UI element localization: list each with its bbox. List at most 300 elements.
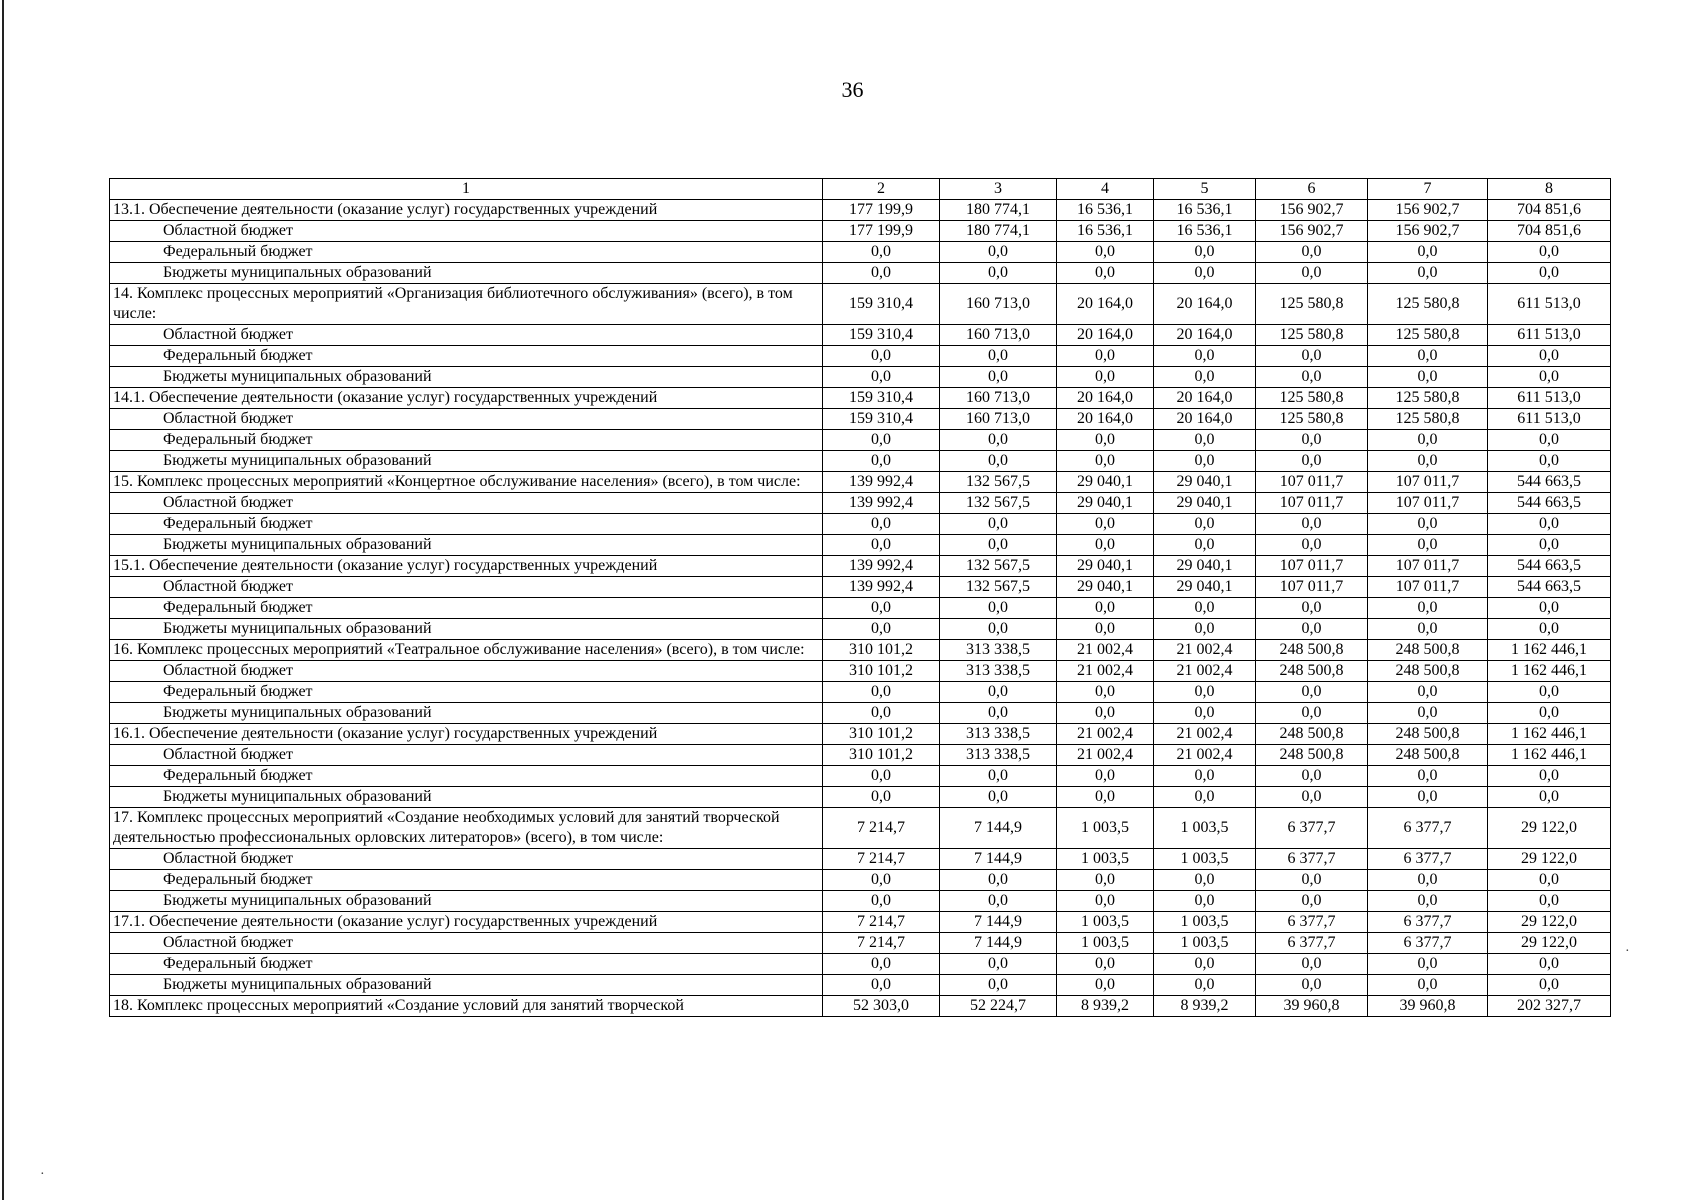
budget-source-label: Областной бюджет	[110, 745, 823, 766]
value-cell-col-6: 0,0	[1256, 430, 1368, 451]
value-cell-col-5: 20 164,0	[1154, 284, 1256, 325]
value-cell-col-6: 6 377,7	[1256, 849, 1368, 870]
value-cell-col-8: 1 162 446,1	[1488, 745, 1611, 766]
value-cell-col-5: 0,0	[1154, 451, 1256, 472]
value-cell-col-5: 1 003,5	[1154, 933, 1256, 954]
value-cell-col-3: 313 338,5	[940, 745, 1057, 766]
value-cell-col-2: 0,0	[823, 451, 940, 472]
value-cell-col-4: 0,0	[1057, 703, 1154, 724]
value-cell-col-6: 156 902,7	[1256, 200, 1368, 221]
value-cell-col-4: 0,0	[1057, 954, 1154, 975]
value-cell-col-6: 107 011,7	[1256, 577, 1368, 598]
header-row	[110, 179, 1611, 200]
column-header-6: 6	[1256, 179, 1368, 200]
value-cell-col-7: 0,0	[1368, 451, 1488, 472]
table-row	[110, 451, 1611, 472]
value-cell-col-3: 160 713,0	[940, 409, 1057, 430]
value-cell-col-3: 0,0	[940, 766, 1057, 787]
value-cell-col-7: 0,0	[1368, 263, 1488, 284]
value-cell-col-6: 6 377,7	[1256, 808, 1368, 849]
value-cell-col-2: 0,0	[823, 766, 940, 787]
column-header-2: 2	[823, 179, 940, 200]
value-cell-col-3: 132 567,5	[940, 577, 1057, 598]
value-cell-col-3: 180 774,1	[940, 200, 1057, 221]
value-cell-col-4: 29 040,1	[1057, 493, 1154, 514]
value-cell-col-7: 0,0	[1368, 346, 1488, 367]
value-cell-col-2: 0,0	[823, 682, 940, 703]
budget-source-label: Областной бюджет	[110, 409, 823, 430]
value-cell-col-2: 0,0	[823, 787, 940, 808]
table-row	[110, 724, 1611, 745]
value-cell-col-4: 21 002,4	[1057, 724, 1154, 745]
value-cell-col-5: 21 002,4	[1154, 661, 1256, 682]
value-cell-col-5: 0,0	[1154, 430, 1256, 451]
value-cell-col-3: 0,0	[940, 514, 1057, 535]
value-cell-col-5: 21 002,4	[1154, 745, 1256, 766]
budget-source-label: Федеральный бюджет	[110, 682, 823, 703]
value-cell-col-4: 29 040,1	[1057, 577, 1154, 598]
budget-source-label: Федеральный бюджет	[110, 954, 823, 975]
value-cell-col-8: 0,0	[1488, 514, 1611, 535]
value-cell-col-3: 0,0	[940, 975, 1057, 996]
value-cell-col-7: 0,0	[1368, 954, 1488, 975]
value-cell-col-8: 202 327,7	[1488, 996, 1611, 1017]
budget-source-label: Федеральный бюджет	[110, 242, 823, 263]
value-cell-col-2: 52 303,0	[823, 996, 940, 1017]
value-cell-col-6: 0,0	[1256, 787, 1368, 808]
value-cell-col-8: 0,0	[1488, 263, 1611, 284]
value-cell-col-5: 16 536,1	[1154, 200, 1256, 221]
budget-source-label: Областной бюджет	[110, 849, 823, 870]
value-cell-col-3: 0,0	[940, 682, 1057, 703]
value-cell-col-5: 0,0	[1154, 535, 1256, 556]
table-row	[110, 325, 1611, 346]
value-cell-col-5: 0,0	[1154, 975, 1256, 996]
table-row	[110, 661, 1611, 682]
value-cell-col-5: 0,0	[1154, 682, 1256, 703]
value-cell-col-6: 107 011,7	[1256, 556, 1368, 577]
value-cell-col-6: 107 011,7	[1256, 472, 1368, 493]
table-row	[110, 954, 1611, 975]
value-cell-col-4: 0,0	[1057, 430, 1154, 451]
value-cell-col-5: 21 002,4	[1154, 724, 1256, 745]
value-cell-col-8: 611 513,0	[1488, 284, 1611, 325]
value-cell-col-2: 310 101,2	[823, 745, 940, 766]
value-cell-col-5: 20 164,0	[1154, 325, 1256, 346]
budget-source-label: Бюджеты муниципальных образований	[110, 891, 823, 912]
row-label: 16. Комплекс процессных мероприятий «Театральное обслуживание населения» (всего), в том числе:	[110, 640, 823, 661]
value-cell-col-7: 107 011,7	[1368, 493, 1488, 514]
value-cell-col-7: 6 377,7	[1368, 849, 1488, 870]
value-cell-col-6: 39 960,8	[1256, 996, 1368, 1017]
table-row	[110, 619, 1611, 640]
value-cell-col-2: 7 214,7	[823, 808, 940, 849]
value-cell-col-6: 248 500,8	[1256, 745, 1368, 766]
value-cell-col-6: 0,0	[1256, 598, 1368, 619]
value-cell-col-7: 156 902,7	[1368, 221, 1488, 242]
value-cell-col-5: 0,0	[1154, 263, 1256, 284]
column-header-7: 7	[1368, 179, 1488, 200]
column-header-5: 5	[1154, 179, 1256, 200]
value-cell-col-6: 0,0	[1256, 703, 1368, 724]
value-cell-col-3: 0,0	[940, 430, 1057, 451]
value-cell-col-7: 125 580,8	[1368, 409, 1488, 430]
value-cell-col-4: 16 536,1	[1057, 221, 1154, 242]
value-cell-col-7: 107 011,7	[1368, 556, 1488, 577]
budget-source-label: Бюджеты муниципальных образований	[110, 619, 823, 640]
value-cell-col-3: 132 567,5	[940, 493, 1057, 514]
value-cell-col-5: 16 536,1	[1154, 221, 1256, 242]
value-cell-col-7: 107 011,7	[1368, 472, 1488, 493]
value-cell-col-2: 0,0	[823, 535, 940, 556]
value-cell-col-2: 0,0	[823, 619, 940, 640]
value-cell-col-8: 0,0	[1488, 242, 1611, 263]
row-label: 14. Комплекс процессных мероприятий «Организация библиотечного обслуживания» (всего), в том числе:	[110, 284, 823, 325]
value-cell-col-8: 29 122,0	[1488, 912, 1611, 933]
table-row	[110, 682, 1611, 703]
row-label: 13.1. Обеспечение деятельности (оказание услуг) государственных учреждений	[110, 200, 823, 221]
value-cell-col-4: 0,0	[1057, 535, 1154, 556]
table-row	[110, 535, 1611, 556]
value-cell-col-2: 0,0	[823, 703, 940, 724]
budget-source-label: Областной бюджет	[110, 661, 823, 682]
budget-source-label: Федеральный бюджет	[110, 514, 823, 535]
value-cell-col-7: 0,0	[1368, 619, 1488, 640]
value-cell-col-6: 0,0	[1256, 954, 1368, 975]
value-cell-col-2: 159 310,4	[823, 284, 940, 325]
value-cell-col-8: 0,0	[1488, 954, 1611, 975]
row-label: 17.1. Обеспечение деятельности (оказание услуг) государственных учреждений	[110, 912, 823, 933]
value-cell-col-3: 0,0	[940, 619, 1057, 640]
table-row	[110, 975, 1611, 996]
budget-source-label: Бюджеты муниципальных образований	[110, 451, 823, 472]
value-cell-col-5: 1 003,5	[1154, 849, 1256, 870]
table-row	[110, 346, 1611, 367]
value-cell-col-3: 0,0	[940, 451, 1057, 472]
value-cell-col-7: 248 500,8	[1368, 661, 1488, 682]
value-cell-col-8: 544 663,5	[1488, 577, 1611, 598]
table-row	[110, 430, 1611, 451]
value-cell-col-2: 0,0	[823, 954, 940, 975]
value-cell-col-6: 0,0	[1256, 242, 1368, 263]
value-cell-col-3: 0,0	[940, 891, 1057, 912]
value-cell-col-3: 7 144,9	[940, 808, 1057, 849]
table-row	[110, 221, 1611, 242]
column-header-4: 4	[1057, 179, 1154, 200]
value-cell-col-5: 8 939,2	[1154, 996, 1256, 1017]
value-cell-col-7: 0,0	[1368, 682, 1488, 703]
value-cell-col-6: 125 580,8	[1256, 284, 1368, 325]
value-cell-col-4: 0,0	[1057, 787, 1154, 808]
value-cell-col-3: 7 144,9	[940, 933, 1057, 954]
value-cell-col-4: 0,0	[1057, 870, 1154, 891]
value-cell-col-4: 0,0	[1057, 346, 1154, 367]
scan-dot: ·	[40, 1167, 45, 1182]
value-cell-col-3: 160 713,0	[940, 388, 1057, 409]
table-row	[110, 577, 1611, 598]
value-cell-col-6: 125 580,8	[1256, 388, 1368, 409]
value-cell-col-7: 0,0	[1368, 430, 1488, 451]
budget-source-label: Областной бюджет	[110, 325, 823, 346]
value-cell-col-2: 0,0	[823, 367, 940, 388]
value-cell-col-3: 132 567,5	[940, 472, 1057, 493]
value-cell-col-6: 0,0	[1256, 451, 1368, 472]
value-cell-col-7: 39 960,8	[1368, 996, 1488, 1017]
value-cell-col-4: 0,0	[1057, 514, 1154, 535]
value-cell-col-2: 0,0	[823, 891, 940, 912]
value-cell-col-3: 180 774,1	[940, 221, 1057, 242]
value-cell-col-8: 0,0	[1488, 598, 1611, 619]
budget-source-label: Федеральный бюджет	[110, 870, 823, 891]
value-cell-col-6: 248 500,8	[1256, 724, 1368, 745]
value-cell-col-2: 159 310,4	[823, 409, 940, 430]
table-row	[110, 745, 1611, 766]
value-cell-col-2: 0,0	[823, 975, 940, 996]
value-cell-col-6: 0,0	[1256, 891, 1368, 912]
value-cell-col-8: 1 162 446,1	[1488, 640, 1611, 661]
value-cell-col-6: 0,0	[1256, 766, 1368, 787]
row-label: 17. Комплекс процессных мероприятий «Создание необходимых условий для занятий творческой деятельностью профессиональных орловских литераторов» (всего), в том числе:	[110, 808, 823, 849]
budget-source-label: Федеральный бюджет	[110, 430, 823, 451]
value-cell-col-4: 0,0	[1057, 619, 1154, 640]
value-cell-col-3: 0,0	[940, 535, 1057, 556]
value-cell-col-6: 0,0	[1256, 975, 1368, 996]
value-cell-col-8: 0,0	[1488, 682, 1611, 703]
value-cell-col-4: 21 002,4	[1057, 661, 1154, 682]
value-cell-col-7: 156 902,7	[1368, 200, 1488, 221]
value-cell-col-3: 0,0	[940, 954, 1057, 975]
value-cell-col-2: 310 101,2	[823, 724, 940, 745]
budget-source-label: Бюджеты муниципальных образований	[110, 367, 823, 388]
value-cell-col-4: 0,0	[1057, 682, 1154, 703]
value-cell-col-7: 6 377,7	[1368, 912, 1488, 933]
value-cell-col-8: 0,0	[1488, 975, 1611, 996]
column-header-3: 3	[940, 179, 1057, 200]
value-cell-col-8: 544 663,5	[1488, 493, 1611, 514]
value-cell-col-8: 704 851,6	[1488, 221, 1611, 242]
value-cell-col-8: 0,0	[1488, 346, 1611, 367]
value-cell-col-7: 0,0	[1368, 242, 1488, 263]
value-cell-col-7: 125 580,8	[1368, 388, 1488, 409]
value-cell-col-2: 0,0	[823, 346, 940, 367]
value-cell-col-7: 0,0	[1368, 367, 1488, 388]
value-cell-col-6: 6 377,7	[1256, 933, 1368, 954]
row-label: 16.1. Обеспечение деятельности (оказание услуг) государственных учреждений	[110, 724, 823, 745]
row-label: 15.1. Обеспечение деятельности (оказание услуг) государственных учреждений	[110, 556, 823, 577]
value-cell-col-5: 0,0	[1154, 346, 1256, 367]
value-cell-col-4: 0,0	[1057, 891, 1154, 912]
table-row	[110, 284, 1611, 325]
value-cell-col-3: 0,0	[940, 367, 1057, 388]
table-row	[110, 996, 1611, 1017]
value-cell-col-2: 7 214,7	[823, 933, 940, 954]
budget-source-label: Областной бюджет	[110, 577, 823, 598]
value-cell-col-4: 0,0	[1057, 766, 1154, 787]
value-cell-col-2: 177 199,9	[823, 221, 940, 242]
table-row	[110, 556, 1611, 577]
value-cell-col-8: 1 162 446,1	[1488, 724, 1611, 745]
value-cell-col-7: 0,0	[1368, 891, 1488, 912]
value-cell-col-3: 0,0	[940, 263, 1057, 284]
column-header-8: 8	[1488, 179, 1611, 200]
value-cell-col-5: 0,0	[1154, 242, 1256, 263]
value-cell-col-5: 20 164,0	[1154, 409, 1256, 430]
value-cell-col-4: 21 002,4	[1057, 640, 1154, 661]
table-row	[110, 472, 1611, 493]
value-cell-col-2: 7 214,7	[823, 849, 940, 870]
value-cell-col-8: 0,0	[1488, 766, 1611, 787]
value-cell-col-5: 0,0	[1154, 891, 1256, 912]
row-label: 14.1. Обеспечение деятельности (оказание услуг) государственных учреждений	[110, 388, 823, 409]
value-cell-col-6: 0,0	[1256, 367, 1368, 388]
value-cell-col-4: 20 164,0	[1057, 388, 1154, 409]
value-cell-col-8: 1 162 446,1	[1488, 661, 1611, 682]
value-cell-col-6: 0,0	[1256, 619, 1368, 640]
value-cell-col-2: 139 992,4	[823, 493, 940, 514]
value-cell-col-6: 248 500,8	[1256, 661, 1368, 682]
budget-source-label: Областной бюджет	[110, 933, 823, 954]
value-cell-col-3: 0,0	[940, 703, 1057, 724]
value-cell-col-5: 0,0	[1154, 787, 1256, 808]
value-cell-col-5: 29 040,1	[1154, 577, 1256, 598]
value-cell-col-6: 0,0	[1256, 263, 1368, 284]
table-row	[110, 367, 1611, 388]
table-row	[110, 808, 1611, 849]
table-row	[110, 933, 1611, 954]
value-cell-col-7: 125 580,8	[1368, 325, 1488, 346]
value-cell-col-8: 0,0	[1488, 619, 1611, 640]
value-cell-col-8: 0,0	[1488, 367, 1611, 388]
budget-source-label: Бюджеты муниципальных образований	[110, 703, 823, 724]
table-row	[110, 912, 1611, 933]
value-cell-col-8: 611 513,0	[1488, 409, 1611, 430]
value-cell-col-2: 0,0	[823, 430, 940, 451]
table-row	[110, 891, 1611, 912]
table-row	[110, 242, 1611, 263]
value-cell-col-5: 0,0	[1154, 703, 1256, 724]
table-row	[110, 598, 1611, 619]
value-cell-col-2: 139 992,4	[823, 556, 940, 577]
table-row	[110, 766, 1611, 787]
value-cell-col-4: 0,0	[1057, 451, 1154, 472]
value-cell-col-8: 0,0	[1488, 891, 1611, 912]
value-cell-col-7: 0,0	[1368, 975, 1488, 996]
value-cell-col-3: 313 338,5	[940, 640, 1057, 661]
budget-source-label: Федеральный бюджет	[110, 346, 823, 367]
value-cell-col-2: 177 199,9	[823, 200, 940, 221]
value-cell-col-5: 1 003,5	[1154, 808, 1256, 849]
value-cell-col-4: 1 003,5	[1057, 933, 1154, 954]
value-cell-col-8: 611 513,0	[1488, 325, 1611, 346]
value-cell-col-2: 0,0	[823, 263, 940, 284]
value-cell-col-2: 139 992,4	[823, 577, 940, 598]
value-cell-col-3: 0,0	[940, 870, 1057, 891]
value-cell-col-4: 1 003,5	[1057, 808, 1154, 849]
value-cell-col-4: 1 003,5	[1057, 912, 1154, 933]
value-cell-col-4: 0,0	[1057, 975, 1154, 996]
value-cell-col-3: 132 567,5	[940, 556, 1057, 577]
value-cell-col-6: 156 902,7	[1256, 221, 1368, 242]
value-cell-col-8: 544 663,5	[1488, 472, 1611, 493]
value-cell-col-6: 248 500,8	[1256, 640, 1368, 661]
value-cell-col-4: 0,0	[1057, 598, 1154, 619]
value-cell-col-5: 29 040,1	[1154, 493, 1256, 514]
table-row	[110, 870, 1611, 891]
value-cell-col-2: 0,0	[823, 598, 940, 619]
value-cell-col-5: 0,0	[1154, 619, 1256, 640]
table-row	[110, 409, 1611, 430]
value-cell-col-2: 0,0	[823, 870, 940, 891]
value-cell-col-4: 0,0	[1057, 263, 1154, 284]
value-cell-col-7: 0,0	[1368, 870, 1488, 891]
budget-source-label: Бюджеты муниципальных образований	[110, 535, 823, 556]
value-cell-col-7: 0,0	[1368, 703, 1488, 724]
value-cell-col-7: 248 500,8	[1368, 640, 1488, 661]
value-cell-col-2: 159 310,4	[823, 325, 940, 346]
value-cell-col-5: 0,0	[1154, 766, 1256, 787]
value-cell-col-8: 0,0	[1488, 703, 1611, 724]
table-row	[110, 514, 1611, 535]
value-cell-col-7: 248 500,8	[1368, 724, 1488, 745]
value-cell-col-7: 0,0	[1368, 514, 1488, 535]
value-cell-col-8: 0,0	[1488, 787, 1611, 808]
table-row	[110, 849, 1611, 870]
budget-table	[109, 178, 1611, 1017]
value-cell-col-7: 0,0	[1368, 598, 1488, 619]
value-cell-col-2: 0,0	[823, 242, 940, 263]
value-cell-col-3: 0,0	[940, 346, 1057, 367]
table-row	[110, 388, 1611, 409]
table-row	[110, 640, 1611, 661]
value-cell-col-3: 7 144,9	[940, 849, 1057, 870]
value-cell-col-4: 20 164,0	[1057, 409, 1154, 430]
value-cell-col-5: 29 040,1	[1154, 556, 1256, 577]
value-cell-col-4: 21 002,4	[1057, 745, 1154, 766]
value-cell-col-7: 0,0	[1368, 787, 1488, 808]
value-cell-col-8: 29 122,0	[1488, 849, 1611, 870]
value-cell-col-4: 20 164,0	[1057, 284, 1154, 325]
value-cell-col-8: 0,0	[1488, 430, 1611, 451]
value-cell-col-3: 313 338,5	[940, 724, 1057, 745]
value-cell-col-4: 20 164,0	[1057, 325, 1154, 346]
value-cell-col-3: 0,0	[940, 242, 1057, 263]
value-cell-col-5: 0,0	[1154, 954, 1256, 975]
value-cell-col-4: 0,0	[1057, 242, 1154, 263]
budget-table-container	[109, 178, 1610, 1017]
value-cell-col-7: 107 011,7	[1368, 577, 1488, 598]
row-label: 15. Комплекс процессных мероприятий «Концертное обслуживание населения» (всего), в том числе:	[110, 472, 823, 493]
row-label: 18. Комплекс процессных мероприятий «Создание условий для занятий творческой	[110, 996, 823, 1017]
table-row	[110, 703, 1611, 724]
value-cell-col-6: 6 377,7	[1256, 912, 1368, 933]
value-cell-col-8: 0,0	[1488, 535, 1611, 556]
value-cell-col-5: 0,0	[1154, 598, 1256, 619]
value-cell-col-2: 310 101,2	[823, 661, 940, 682]
value-cell-col-4: 1 003,5	[1057, 849, 1154, 870]
value-cell-col-6: 0,0	[1256, 346, 1368, 367]
value-cell-col-3: 52 224,7	[940, 996, 1057, 1017]
value-cell-col-5: 0,0	[1154, 870, 1256, 891]
value-cell-col-7: 125 580,8	[1368, 284, 1488, 325]
value-cell-col-8: 29 122,0	[1488, 933, 1611, 954]
value-cell-col-2: 310 101,2	[823, 640, 940, 661]
value-cell-col-6: 0,0	[1256, 870, 1368, 891]
value-cell-col-6: 0,0	[1256, 535, 1368, 556]
value-cell-col-7: 0,0	[1368, 766, 1488, 787]
value-cell-col-7: 6 377,7	[1368, 933, 1488, 954]
value-cell-col-6: 125 580,8	[1256, 325, 1368, 346]
value-cell-col-8: 29 122,0	[1488, 808, 1611, 849]
